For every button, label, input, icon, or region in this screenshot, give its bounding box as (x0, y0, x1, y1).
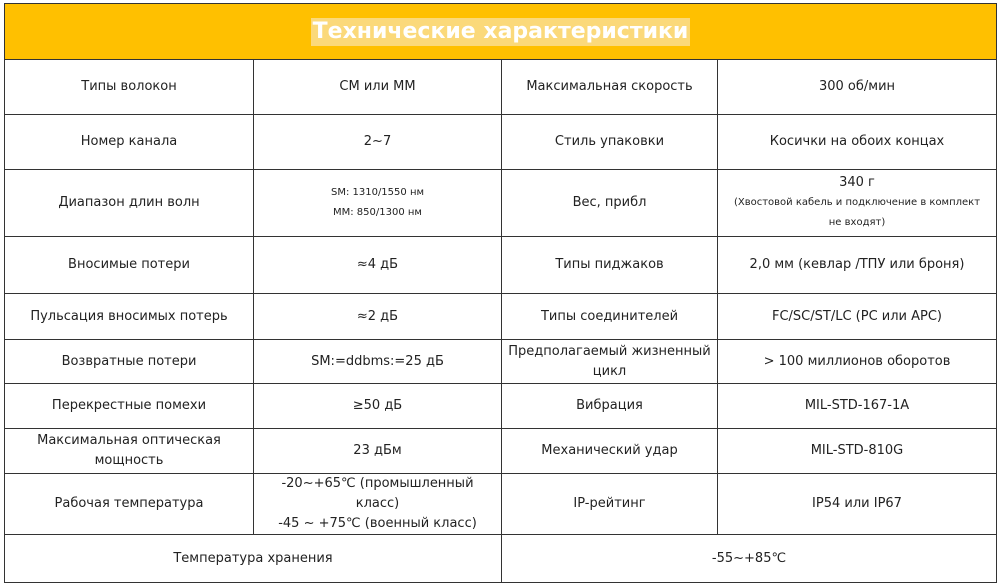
table-row (5, 60, 997, 115)
wavelength-sm: SM: 1310/1550 нм (330, 187, 425, 198)
param-value: СМ или ММ (254, 60, 502, 115)
param-label: Возвратные потери (5, 340, 254, 384)
wavelength-mm: MM: 850/1300 нм (333, 207, 422, 218)
weight-value: 340 г (839, 175, 875, 190)
table-row (5, 474, 997, 535)
table-row (5, 384, 997, 429)
param-value: MIL-STD-167-1A (718, 384, 997, 429)
temp-military: -45 ~ +75℃ (военный класс) (278, 516, 477, 531)
param-value: Косички на обоих концах (718, 115, 997, 170)
table-row (5, 340, 997, 384)
param-label: Перекрестные помехи (5, 384, 254, 429)
param-label: Максимальная скорость (502, 60, 718, 115)
param-value (254, 170, 502, 237)
param-label: IP-рейтинг (502, 474, 718, 535)
param-value: ≈2 дБ (254, 294, 502, 340)
param-label: Номер канала (5, 115, 254, 170)
table-row (5, 429, 997, 474)
param-label: Вносимые потери (5, 237, 254, 294)
table-row (5, 237, 997, 294)
param-value (718, 170, 997, 237)
param-value: MIL-STD-810G (718, 429, 997, 474)
title-cell (5, 4, 997, 60)
storage-label: Температура хранения (5, 535, 502, 583)
title-row (5, 4, 997, 60)
param-value: IP54 или IP67 (718, 474, 997, 535)
param-label: Типы пиджаков (502, 237, 718, 294)
lifecycle-label-line1: Предполагаемый жизненный (508, 343, 711, 359)
table-row (5, 115, 997, 170)
param-value: SM:=ddbms:=25 дБ (254, 340, 502, 384)
param-value: 2,0 мм (кевлар /ТПУ или броня) (718, 237, 997, 294)
param-label: Типы волокон (5, 60, 254, 115)
temp-industrial: -20~+65℃ (промышленный класс) (281, 476, 474, 511)
param-value: ≈4 дБ (254, 237, 502, 294)
param-label (502, 340, 718, 384)
table-row (5, 294, 997, 340)
param-label: Типы соединителей (502, 294, 718, 340)
param-label: Диапазон длин волн (5, 170, 254, 237)
param-label: Стиль упаковки (502, 115, 718, 170)
param-label: Вес, прибл (502, 170, 718, 237)
spec-table (4, 3, 997, 583)
param-label: Максимальная оптическая мощность (5, 429, 254, 474)
param-value: 300 об/мин (718, 60, 997, 115)
param-value: 2~7 (254, 115, 502, 170)
table-title: Технические характеристики (312, 18, 689, 44)
table-row (5, 170, 997, 237)
param-value: > 100 миллионов оборотов (718, 340, 997, 384)
param-label: Рабочая температура (5, 474, 254, 535)
param-label: Вибрация (502, 384, 718, 429)
param-value (254, 474, 502, 535)
lifecycle-label-line2: цикл (592, 363, 627, 379)
param-label: Пульсация вносимых потерь (5, 294, 254, 340)
storage-value: -55~+85℃ (502, 535, 997, 583)
weight-note-line2: не входят) (828, 217, 886, 228)
param-value: FC/SC/ST/LC (PC или APC) (718, 294, 997, 340)
param-value: 23 дБм (254, 429, 502, 474)
param-label: Механический удар (502, 429, 718, 474)
param-value: ≥50 дБ (254, 384, 502, 429)
weight-note-line1: (Хвостовой кабель и подключение в комплект (733, 197, 981, 208)
storage-row (5, 535, 997, 583)
